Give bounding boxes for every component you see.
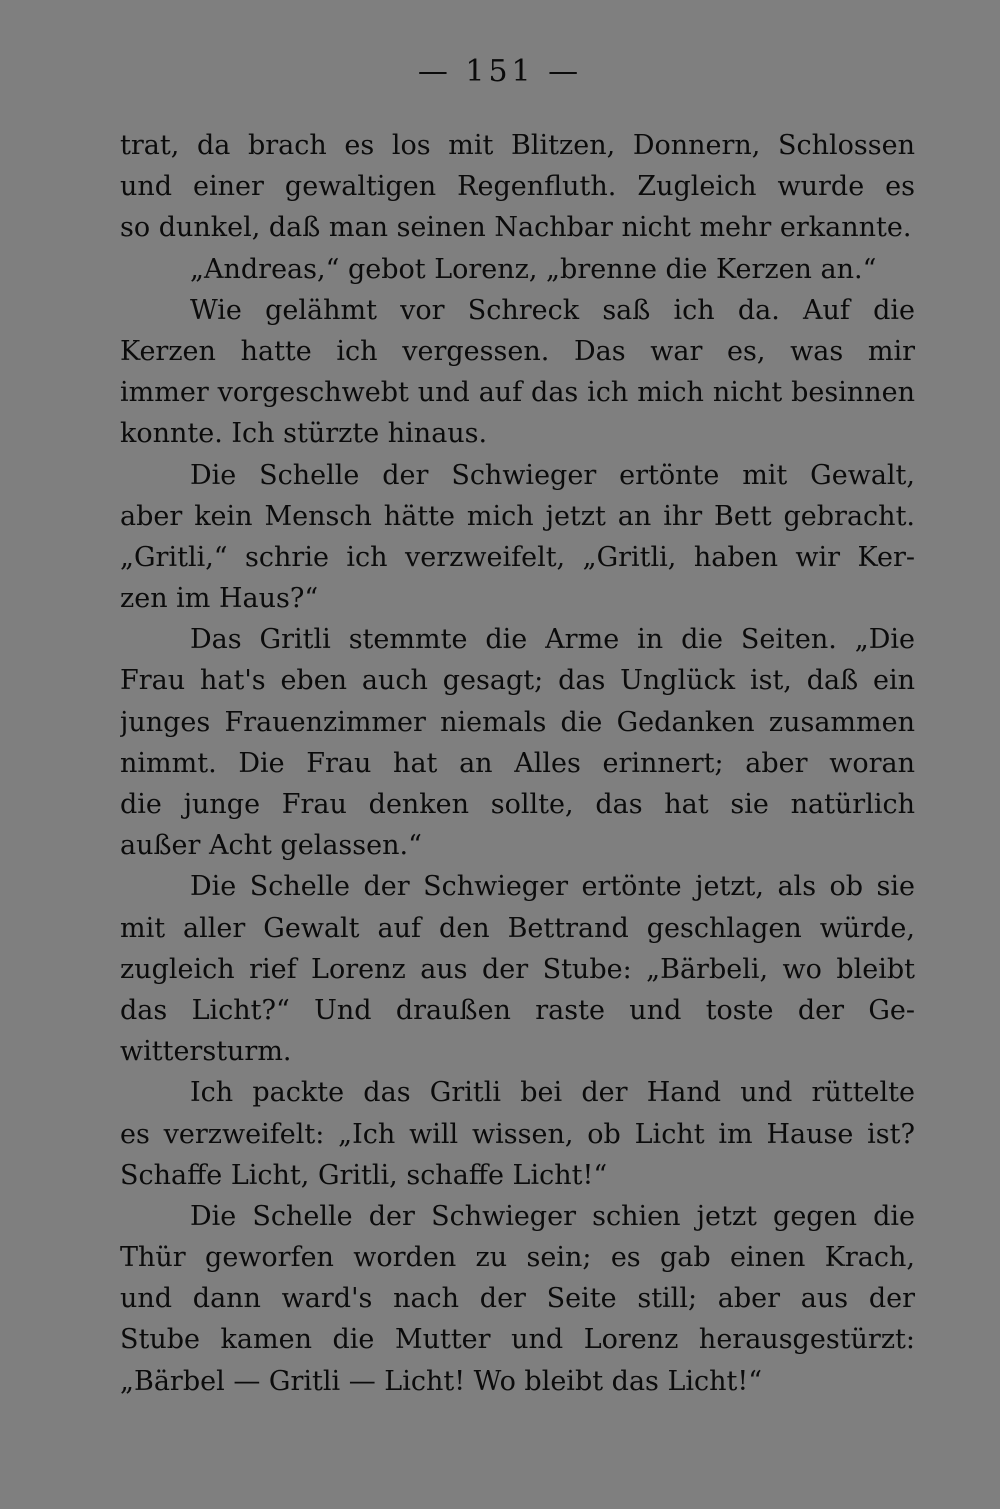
text-line: Das Gritli stemmte die Arme in die Seiten. „Die — [190, 624, 915, 656]
text-line: konnte. Ich stürzte hinaus. — [120, 418, 488, 450]
text-line: junges Frauenzimmer niemals die Gedanken zusammen — [120, 706, 915, 738]
text-line: Die Schelle der Schwieger ertönte mit Gewalt, — [190, 459, 915, 491]
text-line: „Gritli,“ schrie ich verzweifelt, „Gritli, haben wir Ker- — [120, 541, 915, 573]
text-line: Stube kamen die Mutter und Lorenz herausgestürzt: — [120, 1324, 915, 1356]
text-line: außer Acht gelassen.“ — [120, 830, 422, 862]
text-line: Kerzen hatte ich vergessen. Das war es, was mir — [120, 335, 915, 367]
text-line: es verzweifelt: „Ich will wissen, ob Licht im Hause ist? — [120, 1118, 915, 1150]
text-line: „Bärbel — Gritli — Licht! Wo bleibt das Licht!“ — [120, 1365, 763, 1397]
text-line: und dann ward's nach der Seite still; aber aus der — [120, 1283, 915, 1315]
text-line: das Licht?“ Und draußen raste und toste der Ge- — [120, 994, 915, 1026]
text-line: „Andreas,“ gebot Lorenz, „brenne die Kerzen an.“ — [190, 253, 877, 285]
text-line: Frau hat's eben auch gesagt; das Unglück ist, daß ein — [120, 665, 915, 697]
text-line: Wie gelähmt vor Schreck saß ich da. Auf die — [190, 294, 915, 326]
page-number: — 151 — — [417, 54, 583, 89]
text-line: Die Schelle der Schwieger schien jetzt gegen die — [190, 1200, 915, 1232]
text-line: nimmt. Die Frau hat an Alles erinnert; aber woran — [120, 747, 915, 779]
text-line: Ich packte das Gritli bei der Hand und rüttelte — [190, 1077, 915, 1109]
text-line: trat, da brach es los mit Blitzen, Donnern, Schlossen — [120, 130, 915, 161]
text-line: zen im Haus?“ — [120, 583, 319, 615]
text-line: Thür geworfen worden zu sein; es gab einen Krach, — [120, 1242, 915, 1274]
body-text — [120, 125, 915, 1402]
text-line: und einer gewaltigen Regenfluth. Zugleich wurde es — [120, 171, 915, 203]
text-line: die junge Frau denken sollte, das hat sie natürlich — [120, 789, 915, 820]
text-line: so dunkel, daß man seinen Nachbar nicht mehr erkannte. — [120, 212, 912, 244]
text-line: zugleich rief Lorenz aus der Stube: „Bärbeli, wo bleibt — [120, 953, 915, 985]
text-line: wittersturm. — [120, 1036, 292, 1068]
text-line: Die Schelle der Schwieger ertönte jetzt, als ob sie — [190, 871, 915, 903]
text-line: Schaffe Licht, Gritli, schaffe Licht!“ — [120, 1159, 608, 1191]
text-line: mit aller Gewalt auf den Bettrand geschlagen würde, — [120, 912, 915, 944]
text-line: aber kein Mensch hätte mich jetzt an ihr Bett gebracht. — [120, 500, 915, 532]
text-line: immer vorgeschwebt und auf das ich mich nicht besinnen — [120, 377, 915, 409]
